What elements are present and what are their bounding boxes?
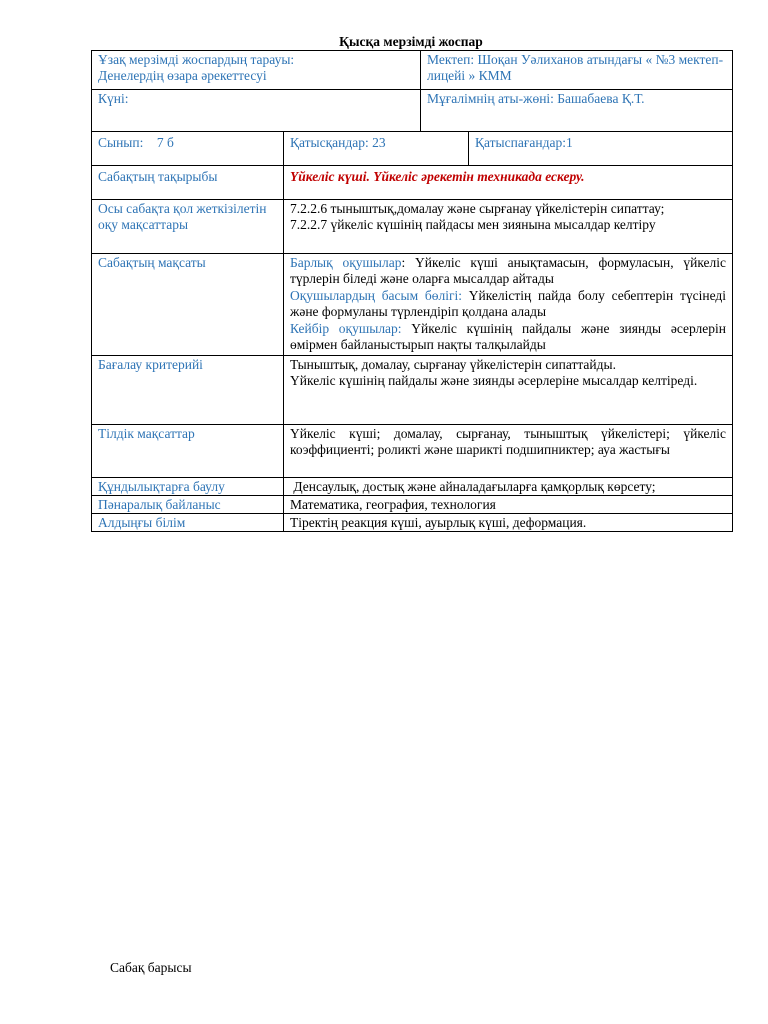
goal-most (290, 288, 726, 320)
class-label: Сынып: (98, 135, 144, 150)
objectives-label: Осы сабақта қол жеткізілетін оқу мақсаттары (92, 200, 284, 254)
long-term-plan-value: Денелердің өзара әрекеттесуі (98, 68, 267, 83)
objective-2: 7.2.2.7 үйкеліс күшінің пайдасы мен зиянына мысалдар келтіру (290, 217, 656, 232)
assessment-label: Бағалау критерийі (92, 356, 284, 425)
class-cell (92, 132, 284, 166)
assessment-row (92, 356, 733, 425)
teacher-name: Мұғалімнің аты-жөні: Башабаева Қ.Т. (427, 91, 645, 106)
lesson-goals-row (92, 254, 733, 356)
prior-knowledge-row (92, 514, 733, 532)
values-value: Денсаулық, достық және айналадағыларға қамқорлық көрсету; (284, 478, 733, 496)
topic-value: Үйкеліс күші. Үйкеліс әрекетін техникада ескеру. (284, 166, 733, 200)
goal-most-text: Үйкелістің пайда болу себептерін түсінеді және формуланы түрлендіріп қолдана алады (290, 288, 727, 319)
values-label: Құндылықтарға баулу (92, 478, 284, 496)
page-title: Қысқа мерзімді жоспар (339, 34, 483, 49)
present-count: Қатысқандар: 23 (284, 132, 469, 165)
goal-all-label: Барлық оқушылар (290, 255, 402, 270)
assessment-2: Үйкеліс күшінің пайдалы және зиянды әсерлеріне мысалдар келтіреді. (290, 373, 698, 388)
topic-label: Сабақтың тақырыбы (92, 166, 284, 200)
cross-curricular-row (92, 496, 733, 514)
goal-some (290, 321, 726, 353)
goal-all-text: : Үйкеліс күші анықтамасын, формуласын, үйкеліс түрлерін біледі және оларға мысалдар айтады (290, 255, 727, 286)
long-term-plan-label: Ұзақ мерзімді жоспардың тарауы: (98, 52, 295, 67)
assessment-1: Тыныштық, домалау, сырғанау үйкелістерін сипаттайды. (290, 357, 616, 372)
school-name: Мектеп: Шоқан Уәлиханов атындағы « №3 мектеп-лицейі » КММ (427, 52, 724, 83)
long-term-plan-cell (92, 51, 421, 89)
cross-curricular-label: Пәнаралық байланыс (92, 496, 284, 514)
goal-some-text: Үйкеліс күшінің пайдалы және зиянды әсерлерін өмірмен байланыстырып нақты талқылайды (290, 321, 727, 352)
values-row (92, 478, 733, 496)
lesson-progress-heading: Сабақ барысы (110, 960, 192, 975)
lesson-goals-label: Сабақтың мақсаты (92, 254, 284, 356)
goal-all (290, 255, 726, 287)
lesson-plan-table (91, 50, 733, 532)
cross-curricular-value: Математика, география, технология (284, 496, 733, 514)
language-label: Тілдік мақсаттар (92, 425, 284, 478)
objective-1: 7.2.2.6 тыныштық,домалау және сырғанау үйкелістерін сипаттау; (290, 201, 665, 216)
date-label: Күні: (92, 90, 421, 131)
header-row (92, 51, 733, 90)
objectives-row (92, 200, 733, 254)
date-row (92, 90, 733, 132)
class-value: 7 б (156, 135, 174, 150)
topic-row (92, 166, 733, 200)
language-row (92, 425, 733, 478)
prior-knowledge-value: Тіректің реакция күші, ауырлық күші, деформация. (284, 514, 733, 532)
class-row (92, 132, 733, 166)
goal-some-label: Кейбір оқушылар: (290, 321, 402, 336)
absent-count: Қатыспағандар:1 (475, 135, 573, 150)
language-value: Үйкеліс күші; домалау, сырғанау, тыныштық үйкелістері; үйкеліс коэффициенті; роликті және шарикті подшипниктер; ауа жастығы (284, 425, 733, 478)
goal-most-label: Оқушылардың басым бөлігі: (290, 288, 463, 303)
prior-knowledge-label: Алдыңғы білім (92, 514, 284, 532)
